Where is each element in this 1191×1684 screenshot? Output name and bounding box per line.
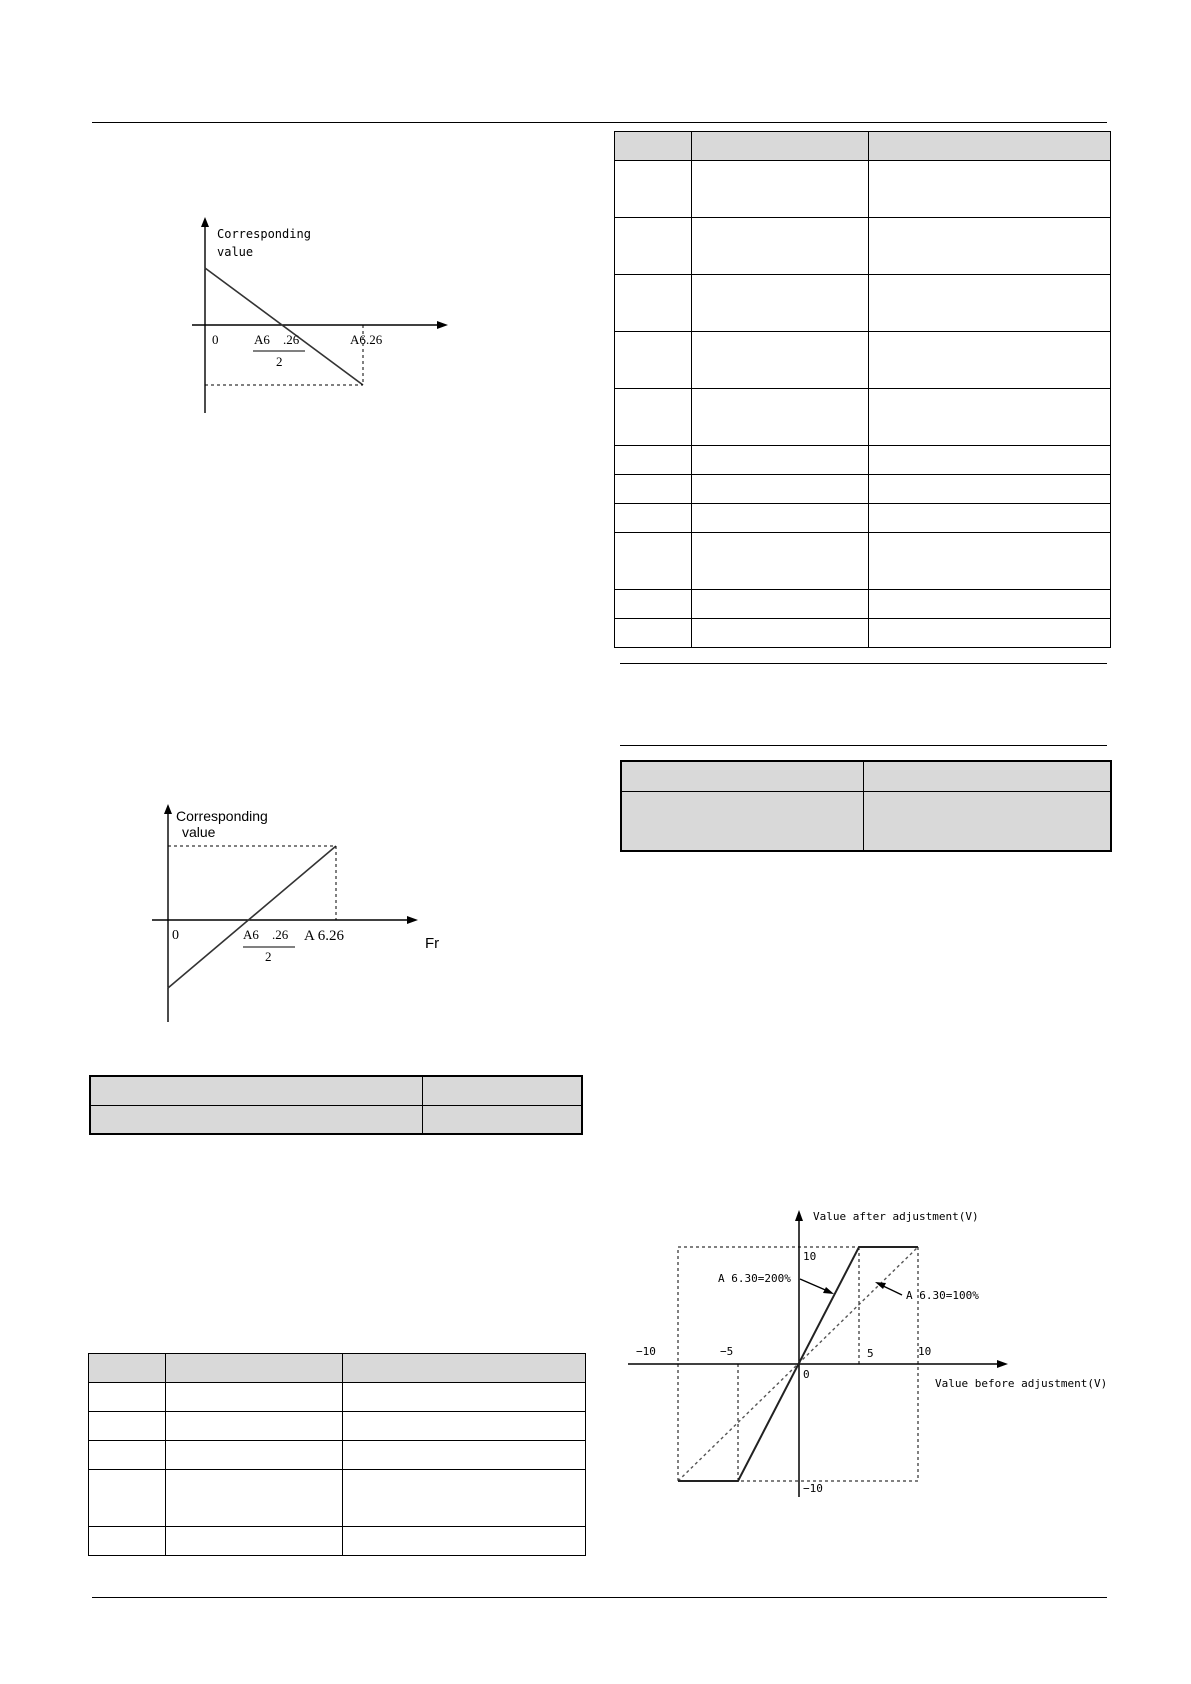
y-axis-label-line2: value <box>217 245 254 259</box>
label-gain-200: A 6.30=200% <box>718 1272 791 1285</box>
full-label: A 6.26 <box>304 928 345 944</box>
tick-x-neg5: −5 <box>720 1345 734 1358</box>
table-cell <box>343 1441 586 1470</box>
table-cell <box>869 504 1111 533</box>
settings-table-left <box>88 1353 586 1556</box>
origin-label: 0 <box>212 332 219 347</box>
table-cell <box>863 791 1111 851</box>
table-cell <box>422 1105 582 1134</box>
table-cell <box>166 1470 343 1527</box>
y-axis-label-line2: value <box>182 824 216 840</box>
param-table-right-small <box>620 760 1112 852</box>
table-cell <box>692 332 869 389</box>
table-cell <box>343 1412 586 1441</box>
table-cell <box>869 475 1111 504</box>
table-cell <box>166 1383 343 1412</box>
x-axis-label: Fr <box>425 935 440 952</box>
tick-x-neg10: −10 <box>636 1345 656 1358</box>
table-cell <box>692 389 869 446</box>
table-cell <box>692 619 869 648</box>
figure-gain-adjustment <box>620 1205 1140 1505</box>
table-cell <box>343 1470 586 1527</box>
table-cell <box>621 791 863 851</box>
table-cell <box>615 332 692 389</box>
half-label-top2: .26 <box>283 332 300 347</box>
table-cell <box>615 161 692 218</box>
y-axis-label: Value after adjustment(V) <box>813 1210 979 1223</box>
origin-label: 0 <box>803 1368 810 1381</box>
table-cell <box>422 1076 582 1105</box>
table-header-cell <box>89 1354 166 1383</box>
table-cell <box>869 275 1111 332</box>
table-cell <box>89 1470 166 1527</box>
table-cell <box>89 1412 166 1441</box>
figure-decreasing-curve <box>180 215 460 420</box>
table-cell <box>343 1527 586 1556</box>
half-label-top2: .26 <box>272 927 289 942</box>
table-cell <box>89 1441 166 1470</box>
figure-increasing-curve <box>140 800 460 1030</box>
table-cell <box>615 446 692 475</box>
table-cell <box>869 590 1111 619</box>
half-label-bottom: 2 <box>276 354 283 369</box>
tick-x-pos5: 5 <box>867 1347 874 1360</box>
label-gain-100: A 6.30=100% <box>906 1289 979 1302</box>
footer-rule <box>92 1597 1107 1598</box>
full-label-part1: A6 <box>350 332 366 347</box>
table-cell <box>89 1527 166 1556</box>
half-label-top: A6 <box>254 332 270 347</box>
table-cell <box>615 275 692 332</box>
table-header-cell <box>692 132 869 161</box>
table-cell <box>692 218 869 275</box>
table-cell <box>692 533 869 590</box>
table-cell <box>869 533 1111 590</box>
section-rule <box>620 745 1107 746</box>
table-cell <box>615 218 692 275</box>
table-cell <box>869 446 1111 475</box>
table-cell <box>621 761 863 791</box>
table-cell <box>869 218 1111 275</box>
table-cell <box>869 161 1111 218</box>
table-cell <box>166 1527 343 1556</box>
settings-table-right <box>614 131 1111 648</box>
tick-x-pos10: 10 <box>918 1345 932 1358</box>
x-axis-label: Value before adjustment(V) <box>935 1377 1108 1390</box>
table-cell <box>692 475 869 504</box>
tick-y-neg10: −10 <box>803 1482 823 1495</box>
table-cell <box>869 332 1111 389</box>
table-cell <box>166 1441 343 1470</box>
table-cell <box>90 1105 422 1134</box>
table-cell <box>863 761 1111 791</box>
half-label-top: A6 <box>243 927 259 942</box>
table-cell <box>692 161 869 218</box>
origin-label: 0 <box>172 928 179 943</box>
param-table-left-small <box>89 1075 583 1135</box>
table-header-cell <box>343 1354 586 1383</box>
full-label-part2: .26 <box>366 332 383 347</box>
table-cell <box>615 504 692 533</box>
section-rule <box>620 663 1107 664</box>
header-rule <box>92 122 1107 123</box>
table-cell <box>615 389 692 446</box>
y-axis-label-line1: Corresponding <box>176 808 268 824</box>
half-label-bottom: 2 <box>265 949 272 964</box>
tick-y-pos10: 10 <box>803 1250 817 1263</box>
table-cell <box>692 590 869 619</box>
table-cell <box>343 1383 586 1412</box>
table-cell <box>166 1412 343 1441</box>
table-cell <box>692 275 869 332</box>
table-header-cell <box>166 1354 343 1383</box>
table-cell <box>90 1076 422 1105</box>
table-cell <box>89 1383 166 1412</box>
table-cell <box>869 619 1111 648</box>
table-header-cell <box>869 132 1111 161</box>
table-cell <box>615 619 692 648</box>
table-cell <box>615 475 692 504</box>
table-cell <box>869 389 1111 446</box>
y-axis-label-line1: Corresponding <box>217 227 311 241</box>
table-cell <box>615 590 692 619</box>
table-header-cell <box>615 132 692 161</box>
table-cell <box>692 504 869 533</box>
table-cell <box>692 446 869 475</box>
table-cell <box>615 533 692 590</box>
